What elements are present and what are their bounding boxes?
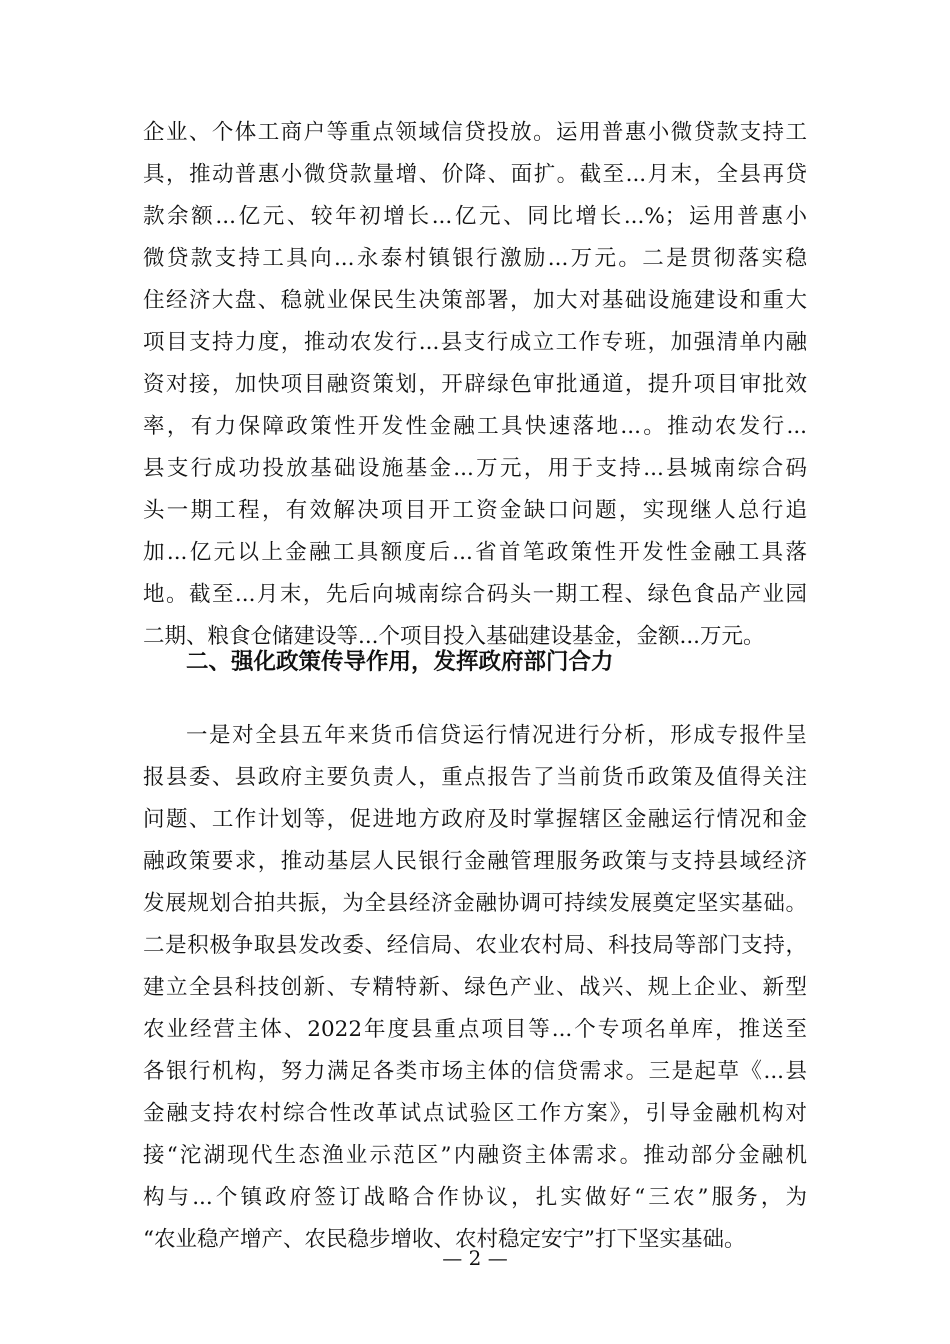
- paragraph-2-line-13: “农业稳产增产、农民稳步增收、农村稳定安宁”打下坚实基础。: [143, 1227, 746, 1252]
- paragraph-1-line-8: 率，有力保障政策性开发性金融工具快速落地...。推动农发行...: [143, 414, 807, 439]
- paragraph-2-line-7: 建立全县科技创新、专精特新、绿色产业、战兴、规上企业、新型: [143, 975, 807, 1000]
- paragraph-2-line-11: 接“沱湖现代生态渔业示范区”内融资主体需求。推动部分金融机: [143, 1143, 807, 1168]
- paragraph-2-line-1: 一是对全县五年来货币信贷运行情况进行分析，形成专报件呈: [186, 723, 807, 748]
- page-number: — 2 —: [442, 1246, 508, 1270]
- paragraph-1-line-1: 企业、个体工商户等重点领域信贷投放。运用普惠小微贷款支持工: [143, 120, 807, 145]
- section-heading: 二、强化政策传导作用，发挥政府部门合力: [186, 649, 614, 675]
- paragraph-1-line-5: 住经济大盘、稳就业保民生决策部署，加大对基础设施建设和重大: [143, 288, 807, 313]
- paragraph-1-line-7: 资对接，加快项目融资策划，开辟绿色审批通道，提升项目审批效: [143, 372, 807, 397]
- paragraph-1-line-4: 微贷款支持工具向...永泰村镇银行激励...万元。二是贯彻落实稳: [143, 246, 807, 271]
- paragraph-2-line-12: 构与...个镇政府签订战略合作协议，扎实做好“三农”服务，为: [143, 1185, 807, 1210]
- paragraph-2-line-8: 农业经营主体、2022年度县重点项目等...个专项名单库，推送至: [143, 1017, 807, 1042]
- paragraph-1-line-11: 加...亿元以上金融工具额度后...省首笔政策性开发性金融工具落: [143, 540, 807, 565]
- paragraph-1-line-10: 头一期工程，有效解决项目开工资金缺口问题，实现继人总行追: [143, 498, 807, 523]
- paragraph-1-line-6: 项目支持力度，推动农发行...县支行成立工作专班，加强清单内融: [143, 330, 807, 355]
- paragraph-1-line-9: 县支行成功投放基础设施基金...万元，用于支持...县城南综合码: [143, 456, 807, 481]
- paragraph-2-line-4: 融政策要求，推动基层人民银行金融管理服务政策与支持县域经济: [143, 849, 807, 874]
- paragraph-2-line-3: 问题、工作计划等，促进地方政府及时掌握辖区金融运行情况和金: [143, 807, 807, 832]
- paragraph-2-line-2: 报县委、县政府主要负责人，重点报告了当前货币政策及值得关注: [143, 765, 807, 790]
- paragraph-1-line-2: 具，推动普惠小微贷款量增、价降、面扩。截至...月末，全县再贷: [143, 162, 807, 187]
- paragraph-2-line-6: 二是积极争取县发改委、经信局、农业农村局、科技局等部门支持，: [143, 933, 807, 958]
- paragraph-2-line-10: 金融支持农村综合性改革试点试验区工作方案》，引导金融机构对: [143, 1101, 807, 1126]
- paragraph-1-line-13: 二期、粮食仓储建设等...个项目投入基础建设基金，金额...万元。: [143, 624, 765, 649]
- paragraph-1-line-12: 地。截至...月末，先后向城南综合码头一期工程、绿色食品产业园: [143, 582, 807, 607]
- paragraph-2-line-5: 发展规划合拍共振，为全县经济金融协调可持续发展奠定坚实基础。: [143, 891, 807, 916]
- paragraph-1-line-3: 款余额...亿元、较年初增长...亿元、同比增长...%；运用普惠小: [143, 204, 807, 229]
- paragraph-2-line-9: 各银行机构，努力满足各类市场主体的信贷需求。三是起草《...县: [143, 1059, 807, 1084]
